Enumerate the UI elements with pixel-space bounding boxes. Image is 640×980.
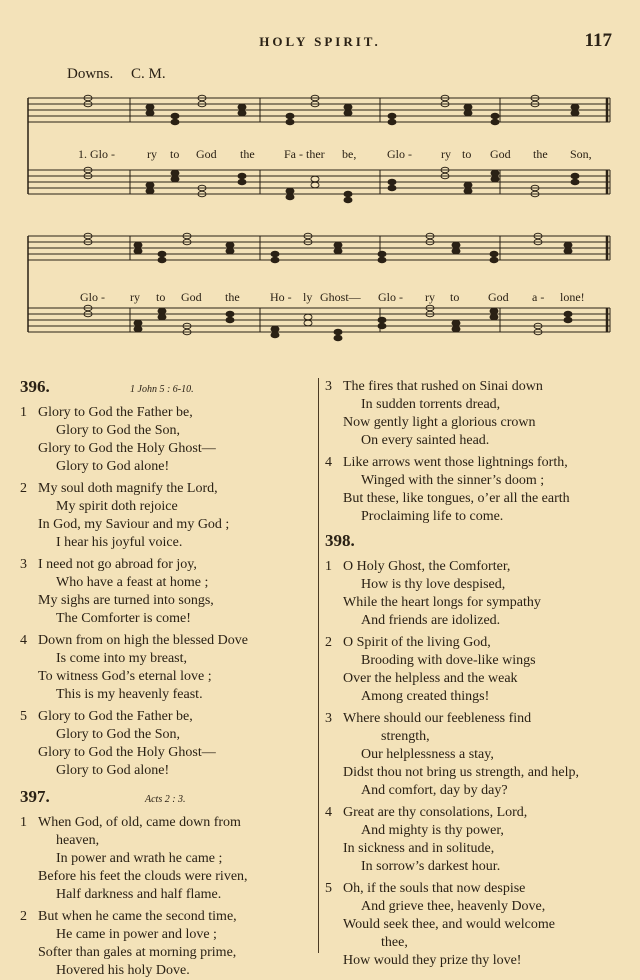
note-head xyxy=(134,326,142,332)
verse-line: Would seek thee, and would welcome xyxy=(343,917,555,932)
verse-line: In power and wrath he came ; xyxy=(56,851,223,866)
verse-line: Glory to God the Son, xyxy=(56,727,181,742)
right-column xyxy=(325,378,620,970)
note-head xyxy=(134,242,142,248)
lyric-syllable: ry xyxy=(441,147,451,161)
stanza xyxy=(325,804,620,876)
stanza xyxy=(325,710,620,800)
note-head xyxy=(286,119,294,125)
verse-line: I hear his joyful voice. xyxy=(56,535,183,550)
note-head xyxy=(388,119,396,125)
note-head xyxy=(311,182,319,188)
note-head xyxy=(490,251,498,257)
lyric-syllable: ry xyxy=(130,290,140,304)
verse-line: Who have a feast at home ; xyxy=(56,575,209,590)
verse-line: And comfort, day by day? xyxy=(361,783,508,798)
note-head xyxy=(238,110,246,116)
note-head xyxy=(464,182,472,188)
verse-line: In sickness and in solitude, xyxy=(343,841,495,856)
note-head xyxy=(271,257,279,263)
note-head xyxy=(344,191,352,197)
verse-line: My soul doth magnify the Lord, xyxy=(38,481,218,496)
verse-line: In God, my Saviour and my God ; xyxy=(38,517,230,532)
lyric-syllable: ly xyxy=(303,290,313,304)
note-head xyxy=(378,257,386,263)
stanza-number: 3 xyxy=(325,379,332,394)
verse-line: I need not go abroad for joy, xyxy=(38,557,197,572)
hymn-header xyxy=(325,532,620,554)
note-head xyxy=(271,326,279,332)
lyric-syllable: God xyxy=(488,290,509,304)
verse-line: Glory to God alone! xyxy=(56,763,170,778)
verse-line: This is my heavenly feast. xyxy=(56,687,203,702)
verse-line: How is thy love despised, xyxy=(361,577,506,592)
verse-line: Down from on high the blessed Dove xyxy=(38,633,248,648)
verse-line: Before his feet the clouds were riven, xyxy=(38,869,248,884)
hymn-header xyxy=(20,378,315,400)
verse-line: Glory to God the Holy Ghost— xyxy=(38,745,216,760)
lyric-syllable: Glo - xyxy=(387,147,412,161)
lyric-syllable: Glo - xyxy=(378,290,403,304)
note-head xyxy=(158,314,166,320)
note-head xyxy=(158,308,166,314)
note-head xyxy=(388,185,396,191)
verse-line: But these, like tongues, o’er all the earth xyxy=(343,491,570,506)
page-header xyxy=(0,30,640,54)
note-head xyxy=(311,176,319,182)
lyric-syllable: to xyxy=(170,147,180,161)
note-head xyxy=(491,170,499,176)
note-head xyxy=(490,257,498,263)
note-head xyxy=(146,182,154,188)
stanza xyxy=(20,480,315,552)
note-head xyxy=(238,179,246,185)
note-head xyxy=(464,110,472,116)
stanza-number: 3 xyxy=(325,711,332,726)
score-system-2 xyxy=(20,230,615,360)
stanza xyxy=(20,404,315,476)
treble-staff xyxy=(28,233,610,332)
note-head xyxy=(271,251,279,257)
verse-line: In sudden torrents dread, xyxy=(361,397,501,412)
note-head xyxy=(490,314,498,320)
note-head xyxy=(171,170,179,176)
note-head xyxy=(388,179,396,185)
lyric-syllable: 1. Glo - xyxy=(78,147,115,161)
verse-line: On every sainted head. xyxy=(361,433,490,448)
note-head xyxy=(378,323,386,329)
verse-line: How would they prize thy love! xyxy=(343,953,522,968)
verse-line: heaven, xyxy=(56,833,100,848)
verse-line: Glory to God alone! xyxy=(56,459,170,474)
verse-line: Now gently light a glorious crown xyxy=(343,415,536,430)
note-head xyxy=(334,248,342,254)
stanza xyxy=(325,454,620,526)
lyric-syllable: Glo - xyxy=(80,290,105,304)
stanza xyxy=(20,814,315,904)
note-head xyxy=(304,314,312,320)
note-head xyxy=(564,311,572,317)
stanza-number: 2 xyxy=(325,635,332,650)
note-head xyxy=(344,110,352,116)
note-head xyxy=(571,179,579,185)
note-head xyxy=(286,188,294,194)
stanza-number: 1 xyxy=(20,815,27,830)
verse-line: And mighty is thy power, xyxy=(361,823,504,838)
lyric-syllable: the xyxy=(240,147,255,161)
lyric-syllable: God xyxy=(196,147,217,161)
note-head xyxy=(491,176,499,182)
note-head xyxy=(564,248,572,254)
tune-meter: C. M. xyxy=(131,66,166,82)
note-head xyxy=(378,317,386,323)
page-number: 117 xyxy=(584,30,612,51)
note-head xyxy=(378,251,386,257)
note-head xyxy=(491,119,499,125)
hymn-number: 397. xyxy=(20,787,50,806)
verse-line: And friends are idolized. xyxy=(361,613,501,628)
lyric-syllable: to xyxy=(450,290,460,304)
note-head xyxy=(171,119,179,125)
note-head xyxy=(344,104,352,110)
bass-staff xyxy=(28,167,610,203)
note-head xyxy=(226,317,234,323)
tune-name: Downs. xyxy=(67,66,114,82)
hymn-number: 396. xyxy=(20,377,50,396)
verse-line: Our helplessness a stay, xyxy=(361,747,494,762)
stanza xyxy=(325,378,620,450)
note-head xyxy=(134,320,142,326)
running-title: HOLY SPIRIT. xyxy=(259,34,381,49)
note-head xyxy=(286,194,294,200)
lyric-syllable: lone! xyxy=(560,290,585,304)
lyric-syllable: Son, xyxy=(570,147,592,161)
note-head xyxy=(452,242,460,248)
verse-line: While the heart longs for sympathy xyxy=(343,595,541,610)
note-head xyxy=(571,173,579,179)
note-head xyxy=(226,311,234,317)
note-head xyxy=(334,329,342,335)
column-divider xyxy=(318,378,319,953)
note-head xyxy=(452,320,460,326)
note-head xyxy=(452,326,460,332)
verse-line: Glory to God the Holy Ghost— xyxy=(38,441,216,456)
verse-line: Is come into my breast, xyxy=(56,651,188,666)
stanza-number: 5 xyxy=(325,881,332,896)
scripture-reference: Acts 2 : 3. xyxy=(145,794,186,805)
scripture-reference: 1 John 5 : 6-10. xyxy=(130,384,194,395)
verse-line: Glory to God the Father be, xyxy=(38,405,193,420)
stanza xyxy=(20,632,315,704)
note-head xyxy=(344,197,352,203)
verse-line: thee, xyxy=(381,935,408,950)
verse-line: But when he came the second time, xyxy=(38,909,237,924)
hymn-number: 398. xyxy=(325,531,355,550)
lyric-syllable: be, xyxy=(342,147,357,161)
lyric-syllable: God xyxy=(181,290,202,304)
verse-line: My sighs are turned into songs, xyxy=(38,593,214,608)
verse-line: Softer than gales at morning prime, xyxy=(38,945,237,960)
stanza-number: 4 xyxy=(325,805,332,820)
note-head xyxy=(146,110,154,116)
note-head xyxy=(158,257,166,263)
verse-line: Winged with the sinner’s doom ; xyxy=(361,473,545,488)
note-head xyxy=(491,113,499,119)
music-system-1 xyxy=(20,92,615,222)
stanza xyxy=(325,558,620,630)
note-head xyxy=(490,308,498,314)
note-head xyxy=(171,176,179,182)
lyric-syllable: ry xyxy=(425,290,435,304)
tune-header xyxy=(67,66,180,83)
lyric-syllable: Ho - xyxy=(270,290,292,304)
stanza-number: 4 xyxy=(20,633,27,648)
verse-line: To witness God’s eternal love ; xyxy=(38,669,212,684)
note-head xyxy=(238,173,246,179)
note-head xyxy=(464,104,472,110)
verse-line: Proclaiming life to come. xyxy=(361,509,504,524)
verse-line: He came in power and love ; xyxy=(56,927,217,942)
verse-line: My spirit doth rejoice xyxy=(56,499,178,514)
stanza xyxy=(325,634,620,706)
note-head xyxy=(334,242,342,248)
verse-line: Over the helpless and the weak xyxy=(343,671,518,686)
lyric-syllable: the xyxy=(533,147,548,161)
verse-line: Oh, if the souls that now despise xyxy=(343,881,526,896)
lyric-syllable: a - xyxy=(532,290,545,304)
left-column xyxy=(20,378,315,980)
verse-line: O Holy Ghost, the Comforter, xyxy=(343,559,511,574)
lyric-syllable: God xyxy=(490,147,511,161)
verse-line: Brooding with dove-like wings xyxy=(361,653,536,668)
note-head xyxy=(146,104,154,110)
verse-line: When God, of old, came down from xyxy=(38,815,241,830)
note-head xyxy=(304,320,312,326)
verse-line: Half darkness and half flame. xyxy=(56,887,222,902)
note-head xyxy=(158,251,166,257)
stanza-number: 4 xyxy=(325,455,332,470)
verse-line: Like arrows went those lightnings forth, xyxy=(343,455,568,470)
verse-line: Among created things! xyxy=(361,689,490,704)
stanza-number: 1 xyxy=(20,405,27,420)
note-head xyxy=(226,242,234,248)
note-head xyxy=(286,113,294,119)
note-head xyxy=(571,110,579,116)
stanza-number: 5 xyxy=(20,709,27,724)
lyric-syllable: to xyxy=(462,147,472,161)
note-head xyxy=(571,104,579,110)
note-head xyxy=(171,113,179,119)
note-head xyxy=(564,242,572,248)
verse-line: Great are thy consolations, Lord, xyxy=(343,805,528,820)
note-head xyxy=(134,248,142,254)
stanza-number: 2 xyxy=(20,909,27,924)
lyric-syllable: Fa - ther xyxy=(284,147,325,161)
lyric-syllable: Ghost— xyxy=(320,290,361,304)
note-head xyxy=(146,188,154,194)
note-head xyxy=(271,332,279,338)
hymn-header xyxy=(20,788,315,810)
lyric-syllable: the xyxy=(225,290,240,304)
verse-line: O Spirit of the living God, xyxy=(343,635,491,650)
stanza xyxy=(20,908,315,980)
verse-line: Hovered his holy Dove. xyxy=(56,963,190,978)
note-head xyxy=(334,335,342,341)
music-system-2 xyxy=(20,230,615,360)
verse-line: Where should our feebleness find xyxy=(343,711,532,726)
verse-line: Glory to God the Son, xyxy=(56,423,181,438)
verse-line: And grieve thee, heavenly Dove, xyxy=(361,899,546,914)
lyric-syllable: to xyxy=(156,290,166,304)
note-head xyxy=(564,317,572,323)
note-head xyxy=(388,113,396,119)
verse-line: Didst thou not bring us strength, and help, xyxy=(343,765,580,780)
stanza xyxy=(20,708,315,780)
note-head xyxy=(238,104,246,110)
stanza xyxy=(20,556,315,628)
verse-line: Glory to God the Father be, xyxy=(38,709,193,724)
stanza-number: 1 xyxy=(325,559,332,574)
note-head xyxy=(452,248,460,254)
stanza xyxy=(325,880,620,970)
stanza-number: 2 xyxy=(20,481,27,496)
lyric-syllable: ry xyxy=(147,147,157,161)
bass-staff xyxy=(28,305,610,341)
note-head xyxy=(226,248,234,254)
verse-line: In sorrow’s darkest hour. xyxy=(361,859,501,874)
stanza-number: 3 xyxy=(20,557,27,572)
note-head xyxy=(464,188,472,194)
verse-line: The Comforter is come! xyxy=(56,611,191,626)
verse-line: strength, xyxy=(381,729,430,744)
verse-line: The fires that rushed on Sinai down xyxy=(343,379,543,394)
